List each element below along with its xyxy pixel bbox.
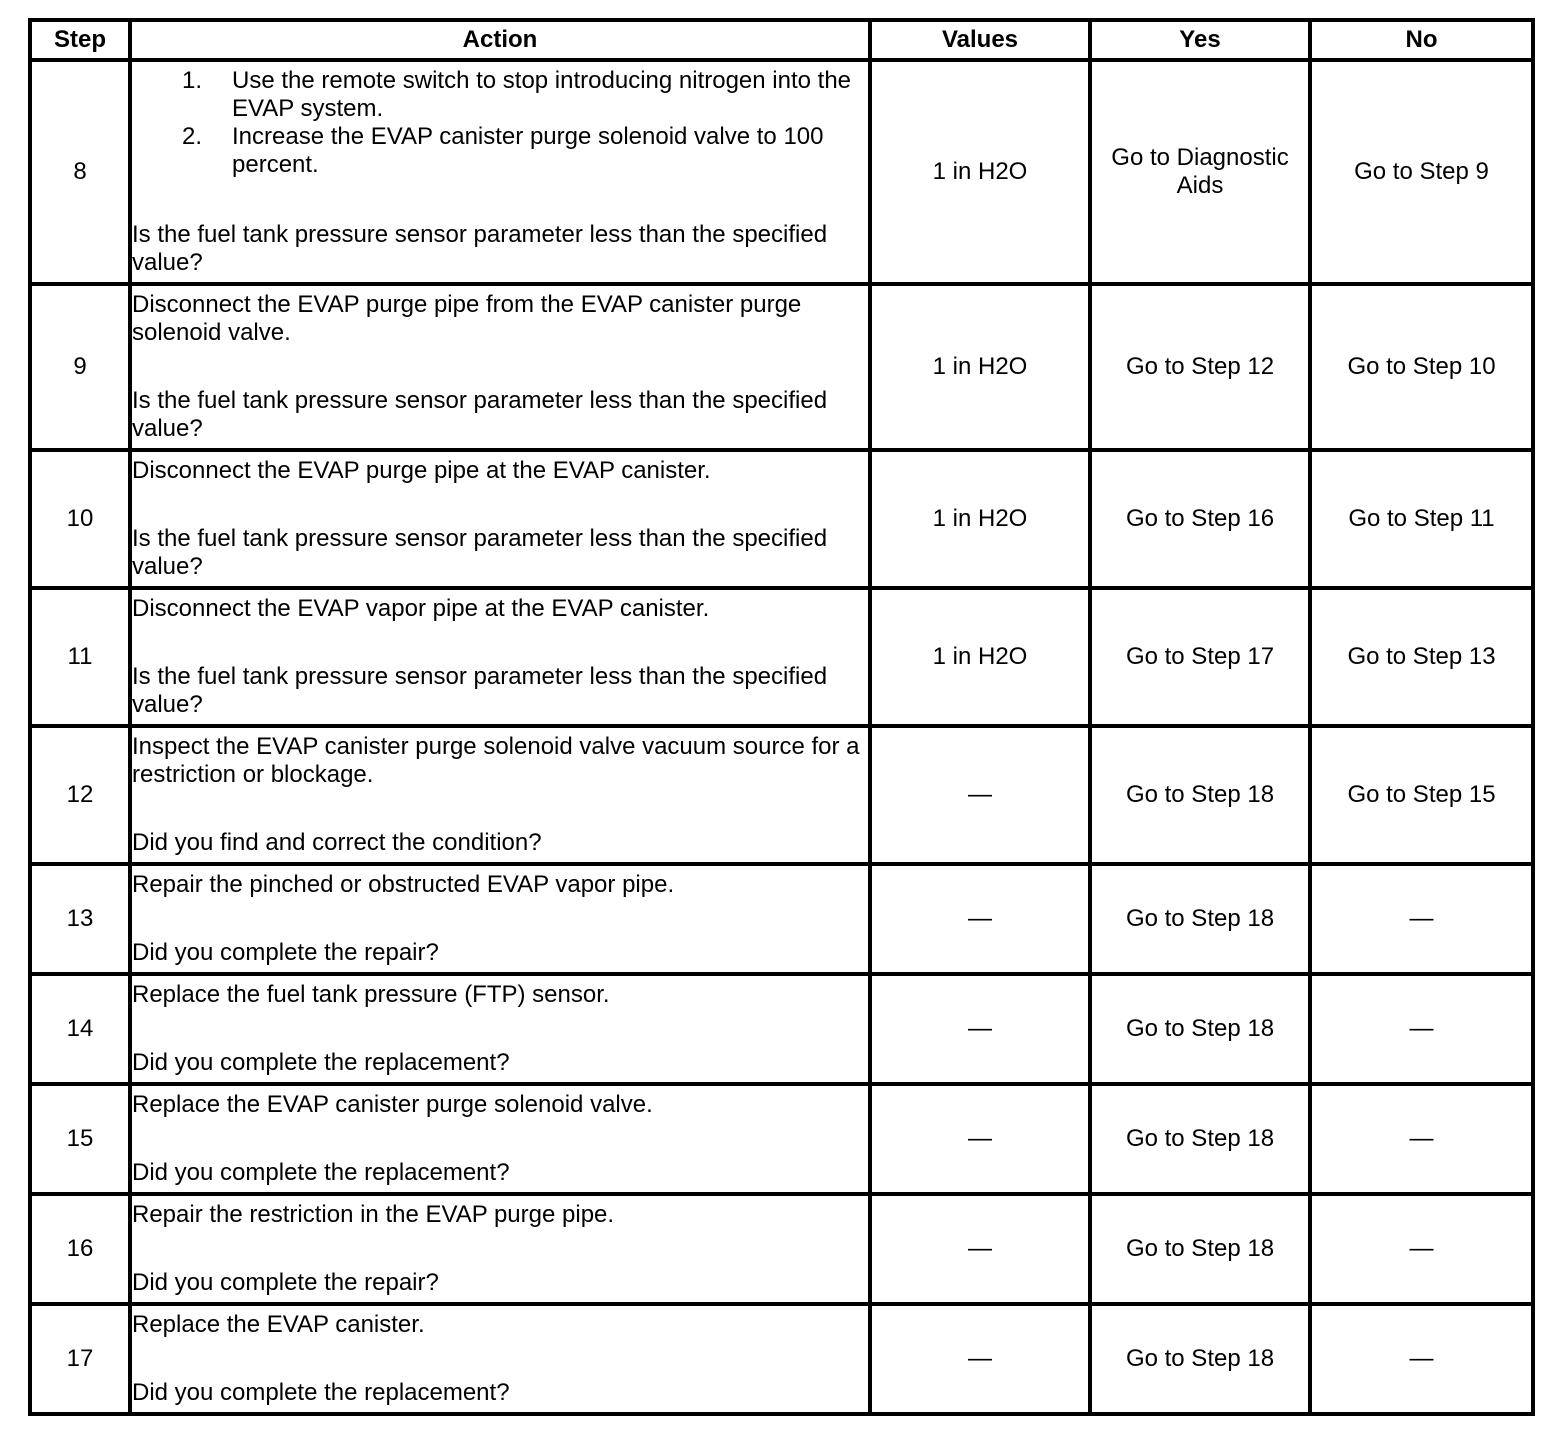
yes-cell: Go to Step 17 (1090, 588, 1310, 726)
value-cell: — (870, 864, 1090, 974)
no-cell: — (1310, 1194, 1533, 1304)
yes-cell: Go to Step 18 (1090, 864, 1310, 974)
step-number: 12 (30, 726, 130, 864)
value-cell: 1 in H2O (870, 284, 1090, 450)
yes-cell: Go to Step 18 (1090, 726, 1310, 864)
value-cell: 1 in H2O (870, 450, 1090, 588)
action-cell (130, 60, 870, 284)
list-text: Use the remote switch to stop introducing nitrogen into the EVAP system. (232, 67, 852, 122)
table-row (30, 284, 1533, 450)
table-row (30, 450, 1533, 588)
value-cell: — (870, 1194, 1090, 1304)
action-cell (130, 588, 870, 726)
step-number: 10 (30, 450, 130, 588)
value-cell: — (870, 726, 1090, 864)
question-text: Is the fuel tank pressure sensor parameter less than the specified value? (132, 525, 828, 580)
question-text: Did you complete the replacement? (132, 1379, 510, 1406)
yes-cell: Go to Step 16 (1090, 450, 1310, 588)
question-text: Is the fuel tank pressure sensor parameter less than the specified value? (132, 663, 828, 718)
instruction-text: Replace the fuel tank pressure (FTP) sensor. (132, 981, 610, 1008)
action-cell (130, 864, 870, 974)
action-cell (130, 1304, 870, 1414)
question-text: Is the fuel tank pressure sensor parameter less than the specified value? (132, 387, 828, 442)
value-cell: — (870, 1304, 1090, 1414)
list-number: 2. (181, 123, 202, 150)
yes-cell: Go to Step 18 (1090, 974, 1310, 1084)
action-cell (130, 974, 870, 1084)
yes-cell: Go to Step 18 (1090, 1194, 1310, 1304)
no-cell: — (1310, 1084, 1533, 1194)
page (28, 18, 1535, 1416)
header-yes: Yes (1090, 20, 1310, 60)
instruction-text: Disconnect the EVAP purge pipe at the EVAP canister. (132, 457, 711, 484)
no-cell: Go to Step 13 (1310, 588, 1533, 726)
table-row (30, 1304, 1533, 1414)
instruction-text: Disconnect the EVAP purge pipe from the EVAP canister purge solenoid valve. (132, 291, 802, 346)
action-cell (130, 1194, 870, 1304)
yes-cell: Go to Step 12 (1090, 284, 1310, 450)
action-cell (130, 284, 870, 450)
step-number: 13 (30, 864, 130, 974)
action-cell (130, 1084, 870, 1194)
action-cell (130, 726, 870, 864)
instruction-text: Inspect the EVAP canister purge solenoid valve vacuum source for a restriction or blockage. (132, 733, 860, 788)
question-text: Did you complete the replacement? (132, 1049, 510, 1076)
no-cell: Go to Step 9 (1310, 60, 1533, 284)
list-item (132, 123, 868, 179)
table-row (30, 864, 1533, 974)
header-action: Action (130, 20, 870, 60)
no-cell: Go to Step 15 (1310, 726, 1533, 864)
question-text: Did you complete the repair? (132, 939, 439, 966)
step-number: 14 (30, 974, 130, 1084)
table-row (30, 1084, 1533, 1194)
instruction-text: Repair the pinched or obstructed EVAP vapor pipe. (132, 871, 675, 898)
table-row (30, 588, 1533, 726)
step-number: 17 (30, 1304, 130, 1414)
numbered-steps (132, 67, 868, 179)
instruction-text: Replace the EVAP canister. (132, 1311, 425, 1338)
table-row (30, 1194, 1533, 1304)
step-number: 15 (30, 1084, 130, 1194)
table-row (30, 60, 1533, 284)
yes-cell: Go to Step 18 (1090, 1304, 1310, 1414)
value-cell: — (870, 1084, 1090, 1194)
header-step: Step (30, 20, 130, 60)
instruction-text: Disconnect the EVAP vapor pipe at the EVAP canister. (132, 595, 710, 622)
step-number: 8 (30, 60, 130, 284)
value-cell: 1 in H2O (870, 588, 1090, 726)
no-cell: — (1310, 864, 1533, 974)
list-item (132, 67, 868, 123)
header-values: Values (870, 20, 1090, 60)
action-cell (130, 450, 870, 588)
step-number: 11 (30, 588, 130, 726)
instruction-text: Replace the EVAP canister purge solenoid valve. (132, 1091, 653, 1118)
no-cell: — (1310, 1304, 1533, 1414)
list-text: Increase the EVAP canister purge solenoid valve to 100 percent. (232, 123, 824, 178)
value-cell: 1 in H2O (870, 60, 1090, 284)
header-row (30, 20, 1533, 60)
no-cell: Go to Step 11 (1310, 450, 1533, 588)
question-text: Did you complete the repair? (132, 1269, 439, 1296)
diagnostic-table (28, 18, 1535, 1416)
no-cell: — (1310, 974, 1533, 1084)
question-text: Is the fuel tank pressure sensor parameter less than the specified value? (132, 221, 828, 276)
question-text: Did you find and correct the condition? (132, 829, 542, 856)
list-number: 1. (181, 67, 202, 94)
step-number: 16 (30, 1194, 130, 1304)
question-text: Did you complete the replacement? (132, 1159, 510, 1186)
yes-cell: Go to Step 18 (1090, 1084, 1310, 1194)
value-cell: — (870, 974, 1090, 1084)
table-row (30, 974, 1533, 1084)
instruction-text: Repair the restriction in the EVAP purge pipe. (132, 1201, 615, 1228)
yes-cell: Go to Diagnostic Aids (1090, 60, 1310, 284)
table-row (30, 726, 1533, 864)
step-number: 9 (30, 284, 130, 450)
no-cell: Go to Step 10 (1310, 284, 1533, 450)
header-no: No (1310, 20, 1533, 60)
